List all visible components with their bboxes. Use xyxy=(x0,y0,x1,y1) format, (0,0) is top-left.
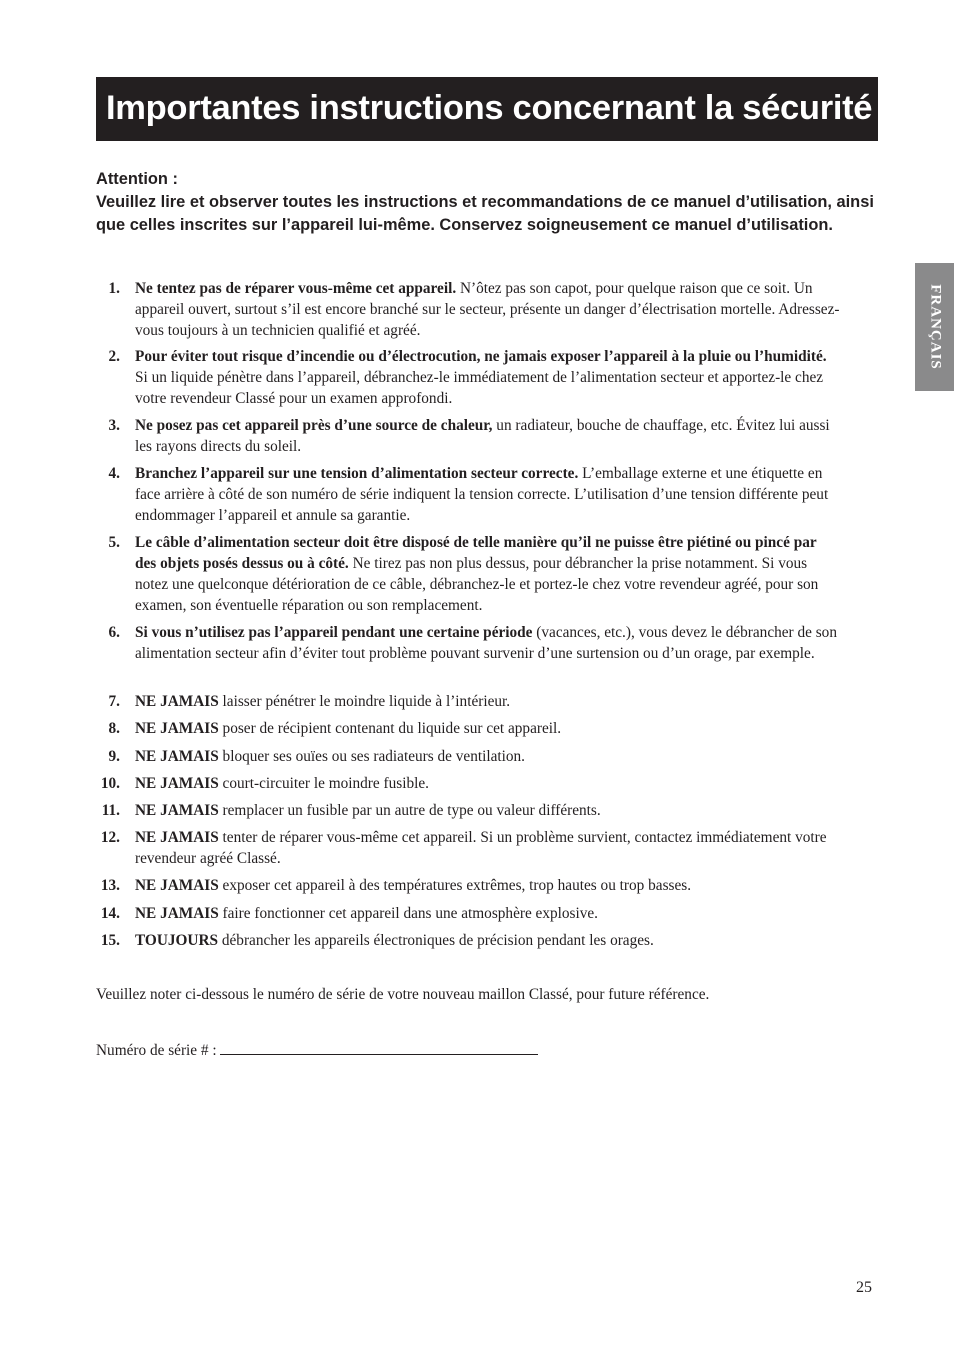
item-text: bloquer ses ouïes ou ses radiateurs de ventilation. xyxy=(218,748,526,765)
item-number: 11. xyxy=(101,802,120,819)
item-text: N’ôtez pas son capot, pour quelque raison que ce soit. Un appareil ouvert, surtout s’il est encore branché sur le secteur, présente un danger d’électrisation mortelle. Adressez-vous toujours à un technicien qualifié et agréé. xyxy=(135,280,840,339)
item-number: 1. xyxy=(108,280,120,297)
item-bold-text: NE JAMAIS xyxy=(135,905,219,922)
item-text: un radiateur, bouche de chauffage, etc. Évitez lui aussi les rayons directs du soleil. xyxy=(135,417,830,455)
item-number: 15. xyxy=(100,932,120,949)
title-bar xyxy=(96,77,878,141)
item-text: Si un liquide pénètre dans l’appareil, débranchez-le immédiatement de l’alimentation secteur et apportez-le chez votre revendeur Classé pour un examen approfondi. xyxy=(135,369,824,407)
item-bold-text: NE JAMAIS xyxy=(135,693,219,710)
item-text: débrancher les appareils électroniques de précision pendant les orages. xyxy=(218,932,654,949)
item-text: (vacances, etc.), vous devez le débrancher de son alimentation secteur afin d’éviter tout problème pouvant survenir d’une surtension ou d’un orage, par exemple. xyxy=(135,624,837,662)
item-bold-text: NE JAMAIS xyxy=(135,877,219,894)
item-text: Ne tirez pas non plus dessus, pour débrancher la prise notamment. Si vous notez une quelconque détérioration de ce câble, débranchez-le et portez-le chez votre revendeur agréé, pour son examen, son éventuelle réparation ou son remplacement. xyxy=(135,555,819,614)
item-bold-text: NE JAMAIS xyxy=(135,720,219,737)
item-text: exposer cet appareil à des températures extrêmes, trop hautes ou trop basses. xyxy=(218,877,692,894)
item-number: 6. xyxy=(108,624,120,641)
item-number: 14. xyxy=(100,905,120,922)
item-bold-text: Si vous n’utilisez pas l’appareil pendant une certaine période xyxy=(135,624,533,641)
item-text: laisser pénétrer le moindre liquide à l’intérieur. xyxy=(218,693,511,710)
item-bold-text: NE JAMAIS xyxy=(135,802,219,819)
item-text: L’emballage externe et une étiquette en face arrière à côté de son numéro de série indiquent la tension correcte. L’utilisation d’une tension différente peut endommager l’appareil et annule sa garantie. xyxy=(135,465,829,524)
item-number: 2. xyxy=(108,348,120,365)
language-tab xyxy=(915,263,954,391)
item-number: 8. xyxy=(108,720,120,737)
attention-label: Attention : xyxy=(96,170,178,188)
item-bold-text: Pour éviter tout risque d’incendie ou d’électrocution, ne jamais exposer l’appareil à la pluie ou l’humidité. xyxy=(135,348,827,365)
serial-note: Veuillez noter ci-dessous le numéro de série de votre nouveau maillon Classé, pour future référence. xyxy=(96,986,710,1003)
page-number: 25 xyxy=(856,1279,872,1296)
item-bold-text: Ne tentez pas de réparer vous-même cet appareil. xyxy=(135,280,457,297)
attention-block xyxy=(96,168,886,236)
serial-number-blank-line xyxy=(220,1039,538,1055)
language-tab-label: FRANÇAIS xyxy=(927,284,943,370)
item-text: poser de récipient contenant du liquide sur cet appareil. xyxy=(218,720,562,737)
item-number: 7. xyxy=(108,693,120,710)
item-bold-text: NE JAMAIS xyxy=(135,748,219,765)
item-bold-text: TOUJOURS xyxy=(135,932,219,949)
item-text: faire fonctionner cet appareil dans une atmosphère explosive. xyxy=(218,905,599,922)
serial-number-label: Numéro de série # : xyxy=(96,1042,217,1059)
item-text: remplacer un fusible par un autre de type ou valeur différents. xyxy=(218,802,601,819)
item-bold-text: NE JAMAIS xyxy=(135,775,219,792)
item-number: 12. xyxy=(100,829,120,846)
item-bold-text: Ne posez pas cet appareil près d’une source de chaleur, xyxy=(135,417,493,434)
item-bold-text: Branchez l’appareil sur une tension d’alimentation secteur correcte. xyxy=(135,465,579,482)
attention-text: Veuillez lire et observer toutes les instructions et recommandations de ce manuel d’utilisation, ainsi que celles inscrites sur l’appareil lui-même. Conservez soigneusement ce manuel d’utilisation. xyxy=(96,192,874,234)
item-number: 9. xyxy=(108,748,120,765)
item-number: 3. xyxy=(108,417,120,434)
item-text: court-circuiter le moindre fusible. xyxy=(218,775,429,792)
page-title: Importantes instructions concernant la sécurité xyxy=(106,89,873,127)
item-text: tenter de réparer vous-même cet appareil. Si un problème survient, contactez immédiatement votre revendeur agréé Classé. xyxy=(135,829,827,867)
item-bold-text: Le câble d’alimentation secteur doit être disposé de telle manière qu’il ne puisse être piétiné ou pincé par des objets posés dessus ou à côté. xyxy=(135,534,817,572)
item-bold-text: NE JAMAIS xyxy=(135,829,219,846)
serial-number-field xyxy=(96,1039,538,1061)
item-number: 10. xyxy=(100,775,120,792)
item-number: 5. xyxy=(108,534,120,551)
item-number: 13. xyxy=(100,877,120,894)
item-number: 4. xyxy=(108,465,120,482)
